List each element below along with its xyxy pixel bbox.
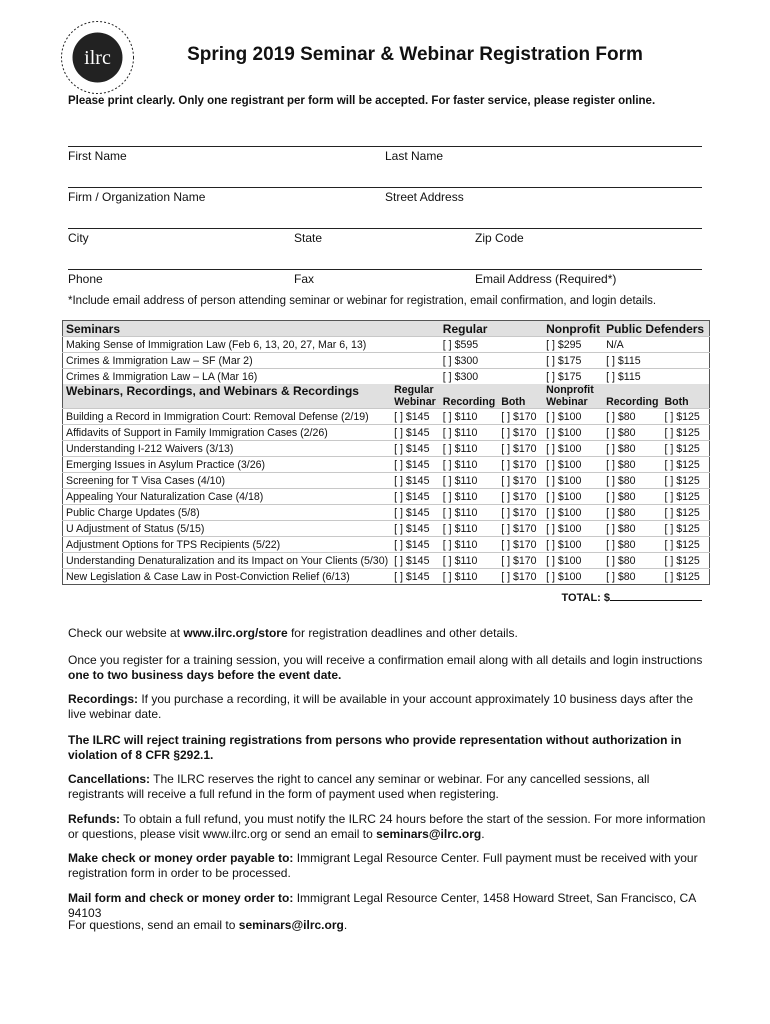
website-text: Check our website at (68, 626, 184, 640)
mail-paragraph (68, 891, 708, 921)
contact-fields (68, 146, 702, 310)
price-checkbox-nonprofit[interactable]: [ ] $295 (543, 337, 603, 353)
refunds-text: To obtain a full refund, you must notify the ILRC 24 hours before the start of the session. For more information or questions, please visit www.ilrc.org or send an email to (68, 812, 706, 841)
price-checkbox[interactable]: [ ] $170 (498, 553, 543, 569)
cancel-label: Cancellations: (68, 772, 151, 786)
price-checkbox[interactable]: [ ] $110 (440, 537, 498, 553)
cancellations-paragraph (68, 772, 708, 802)
price-checkbox[interactable]: [ ] $145 (391, 537, 440, 553)
refunds-label: Refunds: (68, 812, 120, 826)
table-row (63, 369, 710, 385)
webinars-heading: Webinars, Recordings, and Webinars & Recordings (63, 384, 392, 409)
price-checkbox[interactable]: [ ] $110 (440, 457, 498, 473)
table-row (63, 441, 710, 457)
state-field[interactable]: State (294, 231, 323, 245)
price-checkbox[interactable]: [ ] $100 (543, 409, 603, 425)
price-checkbox[interactable]: [ ] $80 (603, 457, 661, 473)
price-checkbox[interactable]: [ ] $125 (661, 537, 709, 553)
price-checkbox[interactable]: [ ] $100 (543, 473, 603, 489)
price-checkbox[interactable]: [ ] $110 (440, 409, 498, 425)
webinar-name: Understanding Denaturalization and its Impact on Your Clients (5/30) (63, 553, 392, 569)
price-checkbox[interactable]: [ ] $100 (543, 537, 603, 553)
price-checkbox[interactable]: [ ] $80 (603, 489, 661, 505)
row-spacer (391, 353, 440, 369)
questions-paragraph (68, 918, 708, 933)
price-checkbox[interactable]: [ ] $100 (543, 489, 603, 505)
price-checkbox[interactable]: [ ] $80 (603, 553, 661, 569)
price-checkbox[interactable]: [ ] $170 (498, 457, 543, 473)
table-row (63, 409, 710, 425)
registration-table (62, 320, 710, 585)
zip-field[interactable]: Zip Code (475, 231, 524, 245)
price-checkbox[interactable]: [ ] $110 (440, 441, 498, 457)
recordings-label: Recordings: (68, 692, 139, 706)
price-checkbox[interactable]: [ ] $80 (603, 505, 661, 521)
total-field[interactable] (562, 590, 702, 604)
price-checkbox[interactable]: [ ] $170 (498, 505, 543, 521)
price-checkbox[interactable]: [ ] $110 (440, 473, 498, 489)
field-row-name (68, 146, 702, 187)
email-field[interactable]: Email Address (Required*) (475, 272, 617, 286)
row-spacer (391, 337, 440, 353)
col-recording-header: Recording (440, 384, 498, 409)
price-checkbox[interactable]: [ ] $125 (661, 553, 709, 569)
first-name-field[interactable]: First Name (68, 149, 127, 163)
price-checkbox[interactable]: [ ] $110 (440, 553, 498, 569)
refunds-end: . (481, 827, 485, 841)
price-checkbox[interactable]: [ ] $80 (603, 441, 661, 457)
phone-field[interactable]: Phone (68, 272, 103, 286)
price-checkbox[interactable]: [ ] $145 (391, 569, 440, 585)
questions-end: . (343, 918, 348, 932)
price-checkbox[interactable]: [ ] $110 (440, 521, 498, 537)
logo-text: ilrc (84, 47, 111, 69)
webinar-name: Screening for T Visa Cases (4/10) (63, 473, 392, 489)
price-checkbox[interactable]: [ ] $110 (440, 569, 498, 585)
price-checkbox[interactable]: [ ] $170 (498, 521, 543, 537)
check-paragraph (68, 851, 708, 881)
instructions: Please print clearly. Only one registrant per form will be accepted. For faster service, please register online. (68, 95, 656, 107)
city-field[interactable]: City (68, 231, 89, 245)
price-checkbox-regular[interactable]: [ ] $595 (440, 337, 543, 353)
field-row-firm (68, 187, 702, 228)
price-checkbox-public-defender[interactable]: [ ] $115 (603, 353, 709, 369)
website-text-end: for registration deadlines and other details. (287, 626, 518, 640)
col-public-defenders-header: Public Defenders (603, 321, 709, 337)
check-label: Make check or money order payable to: (68, 851, 294, 865)
price-checkbox[interactable]: [ ] $170 (498, 537, 543, 553)
recordings-paragraph (68, 692, 708, 722)
website-paragraph (68, 626, 708, 641)
refunds-email-link[interactable]: seminars@ilrc.org (376, 827, 482, 841)
seminars-heading: Seminars (63, 321, 392, 337)
price-checkbox[interactable]: [ ] $170 (498, 441, 543, 457)
price-checkbox[interactable]: [ ] $170 (498, 409, 543, 425)
last-name-field[interactable]: Last Name (385, 149, 444, 163)
price-checkbox[interactable]: [ ] $110 (440, 505, 498, 521)
price-checkbox[interactable]: [ ] $100 (543, 457, 603, 473)
webinar-name: Affidavits of Support in Family Immigration Cases (2/26) (63, 425, 392, 441)
price-checkbox[interactable]: [ ] $145 (391, 505, 440, 521)
table-row (63, 473, 710, 489)
price-checkbox[interactable]: [ ] $100 (543, 569, 603, 585)
price-checkbox[interactable]: [ ] $145 (391, 457, 440, 473)
row-spacer (391, 369, 440, 385)
webinar-name: Public Charge Updates (5/8) (63, 505, 392, 521)
webinar-name: Building a Record in Immigration Court: Removal Defense (2/19) (63, 409, 392, 425)
refunds-paragraph (68, 812, 708, 842)
col-regular-header: Regular (440, 321, 543, 337)
table-row (63, 569, 710, 585)
price-checkbox[interactable]: [ ] $170 (498, 569, 543, 585)
price-checkbox[interactable]: [ ] $100 (543, 521, 603, 537)
table-row (63, 353, 710, 369)
street-field[interactable]: Street Address (385, 190, 464, 204)
price-checkbox[interactable]: [ ] $145 (391, 489, 440, 505)
confirm-bold: one to two business days before the event date. (68, 668, 342, 682)
price-checkbox-nonprofit[interactable]: [ ] $175 (543, 369, 603, 385)
group-regular-label: Regular (394, 384, 434, 396)
mail-label: Mail form and check or money order to: (68, 891, 294, 905)
price-checkbox[interactable]: [ ] $125 (661, 473, 709, 489)
webinar-name: Adjustment Options for TPS Recipients (5/22) (63, 537, 392, 553)
price-checkbox[interactable]: [ ] $125 (661, 441, 709, 457)
table-row (63, 489, 710, 505)
price-checkbox[interactable]: [ ] $170 (498, 425, 543, 441)
table-row (63, 425, 710, 441)
questions-email-link[interactable]: seminars@ilrc.org (238, 918, 344, 932)
confirm-text: Once you register for a training session, you will receive a confirmation email along with all details and login instructions (68, 653, 703, 667)
price-checkbox[interactable]: [ ] $80 (603, 409, 661, 425)
seminar-name: Crimes & Immigration Law – LA (Mar 16) (63, 369, 392, 385)
price-checkbox[interactable]: [ ] $170 (498, 489, 543, 505)
webinar-name: New Legislation & Case Law in Post-Conviction Relief (6/13) (63, 569, 392, 585)
price-checkbox-regular[interactable]: [ ] $300 (440, 353, 543, 369)
webinar-name: Appealing Your Naturalization Case (4/18) (63, 489, 392, 505)
price-checkbox[interactable]: [ ] $145 (391, 409, 440, 425)
price-checkbox[interactable]: [ ] $125 (661, 457, 709, 473)
price-checkbox[interactable]: [ ] $145 (391, 425, 440, 441)
price-checkbox[interactable]: [ ] $170 (498, 473, 543, 489)
table-row (63, 537, 710, 553)
price-checkbox[interactable]: [ ] $80 (603, 473, 661, 489)
fax-field[interactable]: Fax (294, 272, 315, 286)
table-row (63, 505, 710, 521)
group-nonprofit-label: Nonprofit (546, 384, 594, 396)
price-checkbox[interactable]: [ ] $100 (543, 553, 603, 569)
price-checkbox[interactable]: [ ] $80 (603, 425, 661, 441)
mail-text: Immigrant Legal Resource Center, 1458 Howard Street, San Francisco, CA 94103 (68, 891, 696, 920)
price-checkbox[interactable]: [ ] $100 (543, 441, 603, 457)
recordings-text: If you purchase a recording, it will be available in your account approximately 10 business days after the live webinar date. (68, 692, 693, 721)
total-line[interactable] (610, 590, 702, 601)
price-checkbox[interactable]: [ ] $125 (661, 489, 709, 505)
field-row-city (68, 228, 702, 269)
table-row (63, 553, 710, 569)
price-checkbox-public-defender[interactable]: [ ] $115 (603, 369, 709, 385)
price-checkbox[interactable]: [ ] $125 (661, 521, 709, 537)
price-checkbox[interactable]: [ ] $145 (391, 441, 440, 457)
price-checkbox[interactable]: [ ] $80 (603, 569, 661, 585)
col-both-header: Both (661, 384, 709, 409)
price-checkbox[interactable]: [ ] $125 (661, 569, 709, 585)
table-row (63, 457, 710, 473)
table-row (63, 337, 710, 353)
price-checkbox[interactable]: [ ] $125 (661, 425, 709, 441)
price-checkbox-regular[interactable]: [ ] $300 (440, 369, 543, 385)
price-checkbox-nonprofit[interactable]: [ ] $175 (543, 353, 603, 369)
col-both-header: Both (498, 384, 543, 409)
page-title: Spring 2019 Seminar & Webinar Registration Form (187, 44, 643, 65)
cancel-text: The ILRC reserves the right to cancel any seminar or webinar. For any cancelled sessions, all registrants will receive a full refund in the form of payment used when registering. (68, 772, 650, 801)
seminars-header-row (63, 321, 710, 337)
webinar-name: U Adjustment of Status (5/15) (63, 521, 392, 537)
website-link[interactable]: www.ilrc.org/store (183, 626, 288, 640)
table-row (63, 521, 710, 537)
questions-text: For questions, send an email to (68, 918, 239, 932)
price-checkbox[interactable]: [ ] $100 (543, 505, 603, 521)
price-checkbox[interactable]: [ ] $145 (391, 553, 440, 569)
col-nonprofit-header: Nonprofit (543, 321, 603, 337)
price-checkbox-public-defender[interactable]: N/A (603, 337, 709, 353)
webinar-name: Emerging Issues in Asylum Practice (3/26) (63, 457, 392, 473)
col-webinar-label: Webinar (394, 396, 436, 408)
price-checkbox[interactable]: [ ] $80 (603, 521, 661, 537)
nonprofit-webinar-header (543, 384, 603, 409)
check-text: Immigrant Legal Resource Center. Full payment must be received with your registration form in order to be processed. (68, 851, 698, 880)
total-label: TOTAL: $ (561, 592, 610, 604)
regular-webinar-header (391, 384, 440, 409)
price-checkbox[interactable]: [ ] $145 (391, 473, 440, 489)
webinar-name: Understanding I-212 Waivers (3/13) (63, 441, 392, 457)
seminar-name: Crimes & Immigration Law – SF (Mar 2) (63, 353, 392, 369)
price-checkbox[interactable]: [ ] $110 (440, 489, 498, 505)
header-spacer (391, 321, 440, 337)
price-checkbox[interactable]: [ ] $110 (440, 425, 498, 441)
col-recording-header: Recording (603, 384, 661, 409)
price-checkbox[interactable]: [ ] $145 (391, 521, 440, 537)
col-webinar-label: Webinar (546, 396, 588, 408)
webinars-header-row (63, 384, 710, 409)
price-checkbox[interactable]: [ ] $80 (603, 537, 661, 553)
seminar-name: Making Sense of Immigration Law (Feb 6, 13, 20, 27, Mar 6, 13) (63, 337, 392, 353)
price-checkbox[interactable]: [ ] $125 (661, 505, 709, 521)
reject-paragraph: The ILRC will reject training registrations from persons who provide representation without authorization in violation of 8 CFR §292.1. (68, 733, 682, 762)
price-checkbox[interactable]: [ ] $100 (543, 425, 603, 441)
firm-field[interactable]: Firm / Organization Name (68, 190, 206, 204)
email-note: *Include email address of person attending seminar or webinar for registration, email confirmation, and login details. (68, 295, 657, 307)
price-checkbox[interactable]: [ ] $125 (661, 409, 709, 425)
confirmation-paragraph (68, 653, 708, 683)
